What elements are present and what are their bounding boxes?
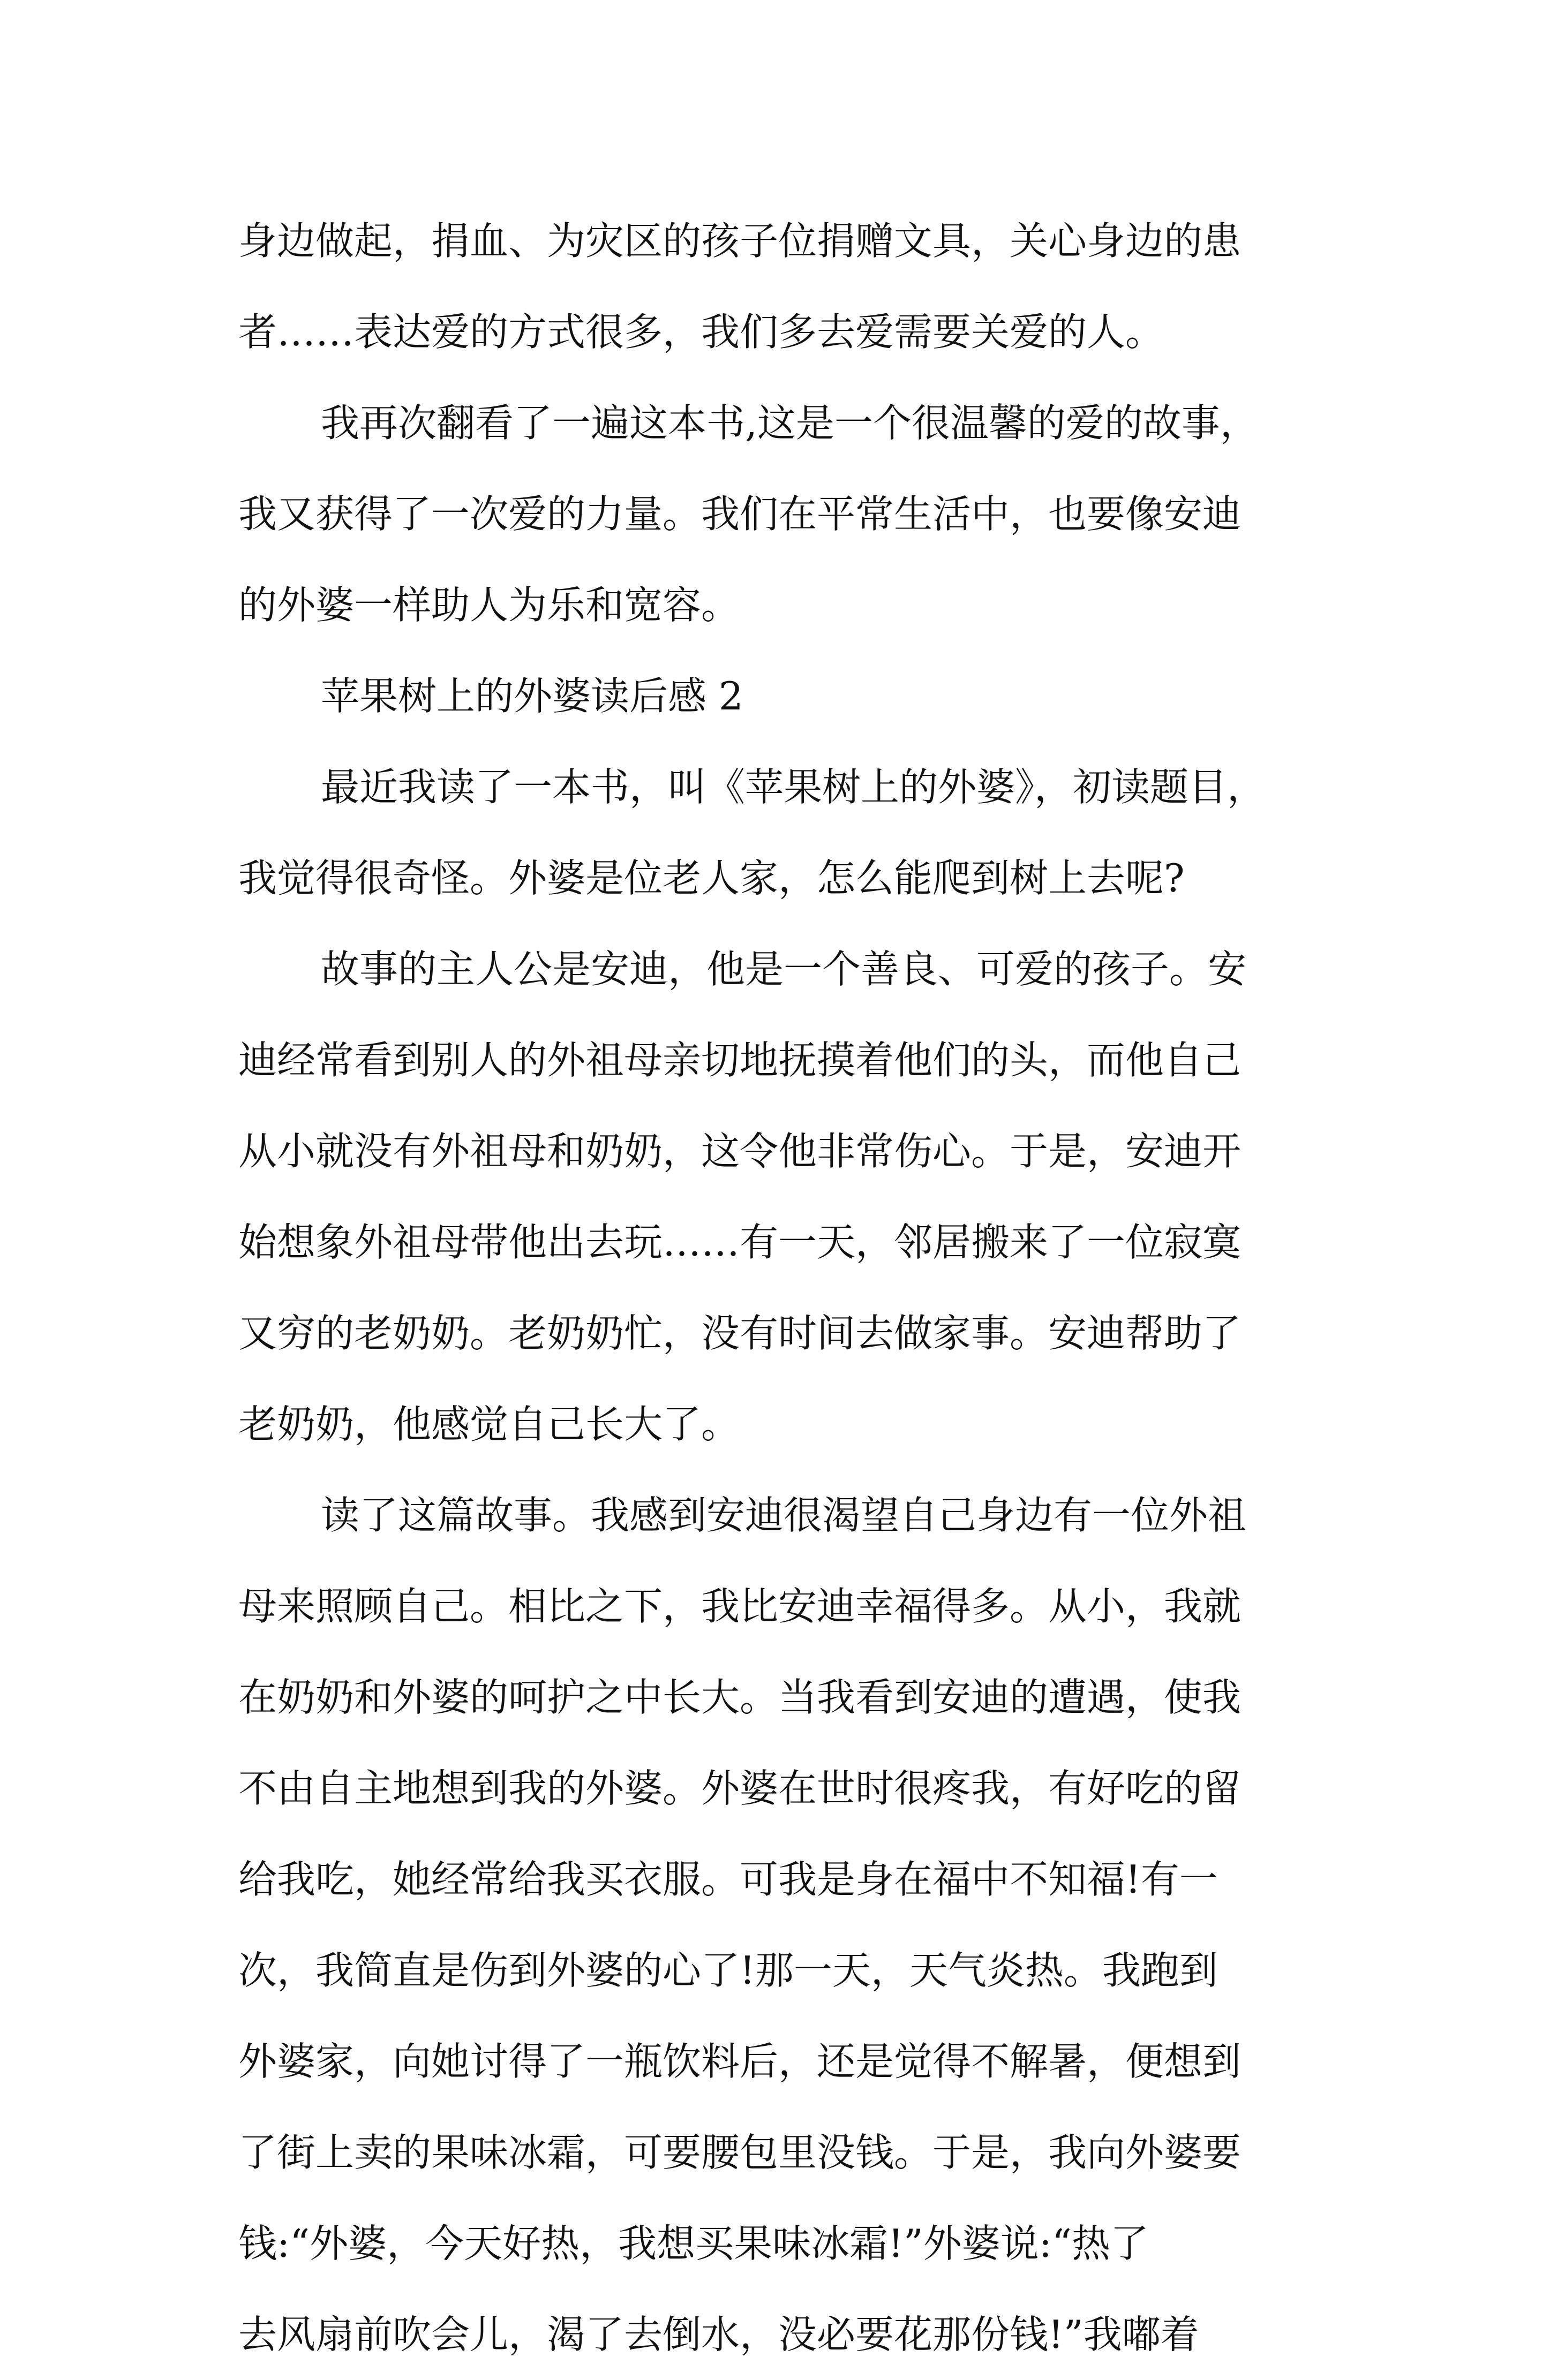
text-line: 最近我读了一本书，叫《苹果树上的外婆》，初读题目， xyxy=(321,765,1266,810)
document-body xyxy=(238,195,1310,2380)
text-line: 又穷的老奶奶。老奶奶忙，没有时间去做家事。安迪帮助了 xyxy=(238,1311,1241,1356)
section-heading: 苹果树上的外婆读后感 2 xyxy=(321,674,743,719)
text-line: 老奶奶，他感觉自己长大了。 xyxy=(238,1402,740,1447)
text-line: 了街上卖的果味冰霜，可要腰包里没钱。于是，我向外婆要 xyxy=(238,2130,1241,2175)
text-line: 我又获得了一次爱的力量。我们在平常生活中，也要像安迪 xyxy=(238,492,1241,537)
text-line: 从小就没有外祖母和奶奶，这令他非常伤心。于是，安迪开 xyxy=(238,1129,1241,1174)
text-line: 始想象外祖母带他出去玩……有一天，邻居搬来了一位寂寞 xyxy=(238,1220,1241,1265)
text-line: 在奶奶和外婆的呵护之中长大。当我看到安迪的遭遇，使我 xyxy=(238,1675,1241,1720)
text-line: 的外婆一样助人为乐和宽容。 xyxy=(238,583,740,628)
text-line: 身边做起，捐血、为灾区的孩子位捐赠文具，关心身边的患 xyxy=(238,218,1241,263)
text-line: 钱:“外婆，今天好热，我想买果味冰霜!”外婆说:“热了 xyxy=(238,2221,1149,2266)
text-line: 我觉得很奇怪。外婆是位老人家，怎么能爬到树上去呢? xyxy=(238,856,1185,901)
text-line: 迪经常看到别人的外祖母亲切地抚摸着他们的头，而他自己 xyxy=(238,1038,1241,1083)
text-line: 故事的主人公是安迪，他是一个善良、可爱的孩子。安 xyxy=(321,947,1247,992)
text-line: 者……表达爱的方式很多，我们多去爱需要关爱的人。 xyxy=(238,309,1164,354)
text-line: 给我吃，她经常给我买衣服。可我是身在福中不知福!有一 xyxy=(238,1857,1218,1902)
text-line: 不由自主地想到我的外婆。外婆在世时很疼我，有好吃的留 xyxy=(238,1766,1241,1811)
text-line: 我再次翻看了一遍这本书,这是一个很温馨的爱的故事， xyxy=(321,401,1259,445)
text-line: 读了这篇故事。我感到安迪很渴望自己身边有一位外祖 xyxy=(321,1493,1247,1538)
text-line: 母来照顾自己。相比之下，我比安迪幸福得多。从小，我就 xyxy=(238,1584,1241,1629)
text-line: 次，我简直是伤到外婆的心了!那一天，天气炎热。我跑到 xyxy=(238,1948,1218,1993)
text-line: 去风扇前吹会儿，渴了去倒水，没必要花那份钱!”我嘟着 xyxy=(238,2312,1199,2357)
text-line: 外婆家，向她讨得了一瓶饮料后，还是觉得不解暑，便想到 xyxy=(238,2039,1241,2084)
